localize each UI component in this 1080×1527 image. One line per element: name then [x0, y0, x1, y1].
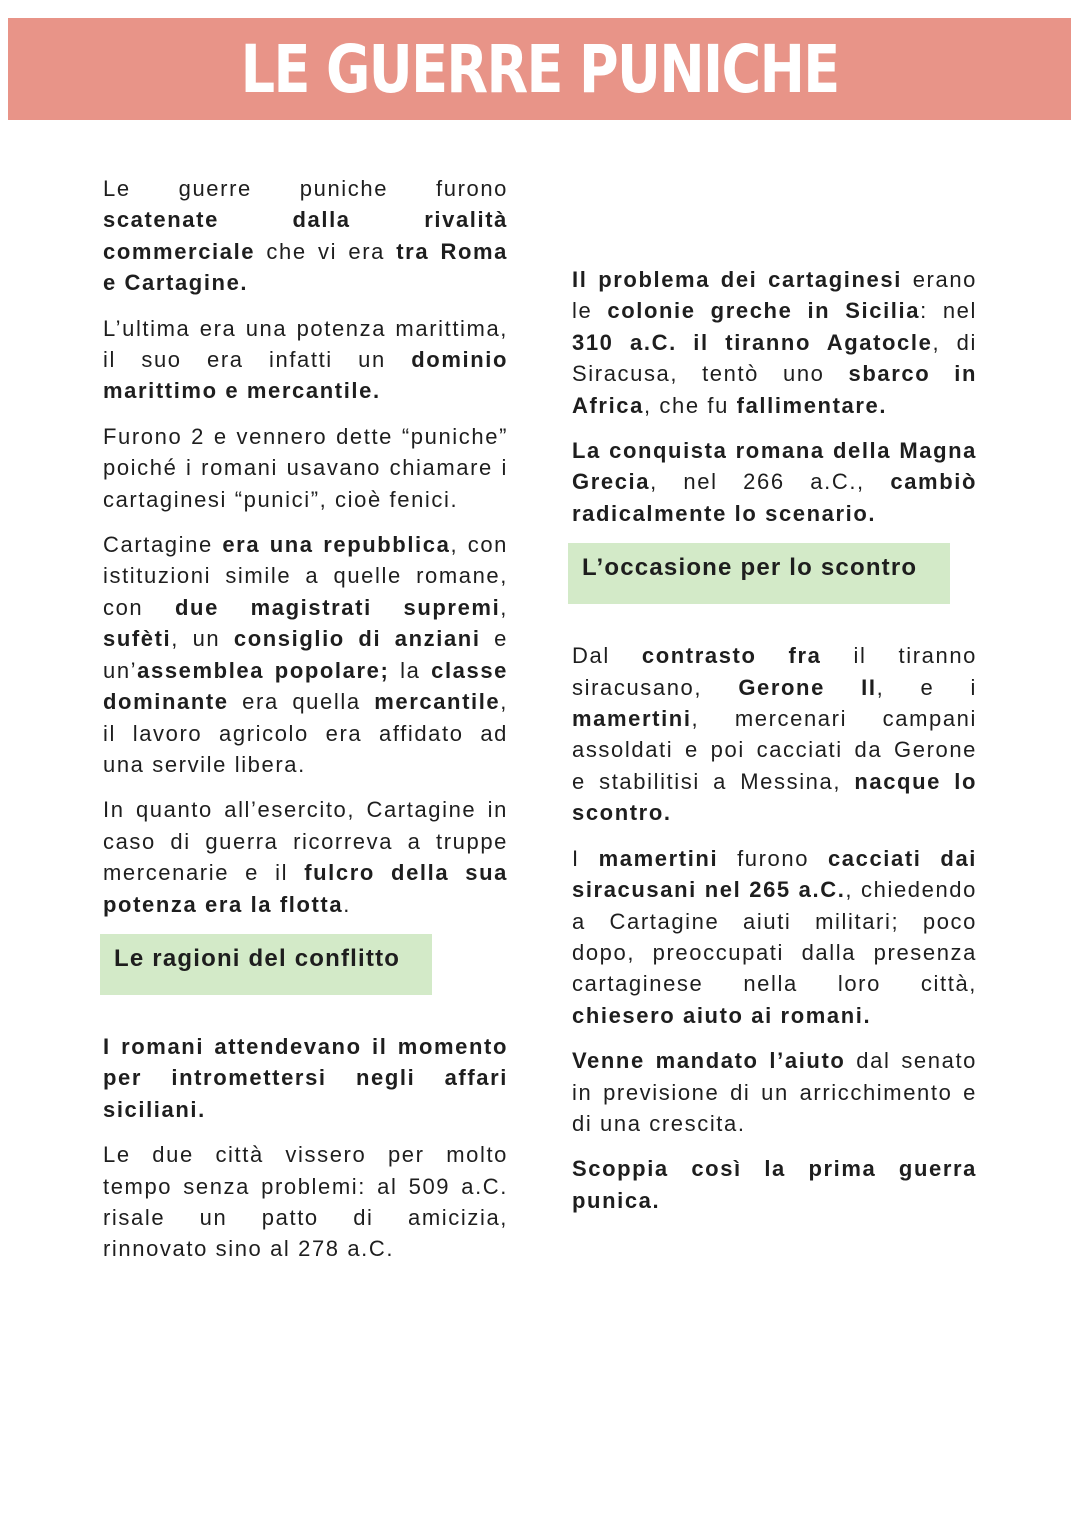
bold-text: classe dominante — [103, 657, 509, 715]
text: , che fu — [643, 392, 737, 418]
text: , di Siracusa, tentò uno — [572, 329, 978, 387]
text: , con istituzioni simile a quelle romane, con — [103, 532, 508, 620]
page-title: LE GUERRE PUNICHE — [240, 30, 839, 108]
bold-text: mamertini — [572, 706, 692, 732]
bold-text: Il problema dei cartaginesi — [572, 267, 902, 292]
paragraph — [103, 313, 508, 407]
bold-text: tra Roma e Cartagine. — [103, 238, 508, 296]
bold-text: L’occasione per lo scontro — [582, 554, 918, 582]
text: era quella — [228, 689, 375, 715]
bold-text: sbarco in Africa — [572, 361, 977, 418]
section-heading — [568, 543, 950, 604]
text: che vi era — [255, 238, 397, 264]
bold-text: dominio marittimo e mercantile. — [103, 347, 508, 404]
paragraph — [103, 1031, 508, 1125]
text: , — [500, 594, 509, 620]
bold-text: fulcro della sua potenza era la flotta — [103, 860, 508, 917]
text: Cartagine — [103, 532, 223, 558]
text: il tiranno siracusano, — [572, 643, 977, 700]
bold-text: chiesero aiuto ai romani. — [572, 1002, 872, 1028]
bold-text: 310 a.C. il tiranno Agatocle — [572, 329, 933, 355]
bold-text: Venne mandato l’aiuto — [572, 1048, 846, 1074]
paragraph — [572, 435, 977, 529]
bold-text: consiglio di anziani — [233, 626, 481, 652]
bold-text: sufèti — [103, 626, 172, 652]
bold-text: assemblea popolare; — [137, 657, 390, 683]
bold-text: fallimentare. — [736, 392, 888, 418]
text: , chiedendo a Cartagine aiuti militari; poco dopo, preoccupati dalla presenza cartaginese nella loro città, — [572, 877, 977, 997]
text: : nel — [920, 298, 977, 324]
bold-text: La conquista romana della Magna Grecia — [572, 438, 977, 495]
text: , nel 266 a.C., — [650, 469, 891, 495]
bold-text: scatenate dalla rivalità commerciale — [103, 207, 508, 264]
title-banner — [8, 18, 1071, 120]
text: Dal — [572, 643, 642, 669]
text: Le guerre puniche furono — [103, 176, 508, 201]
section-heading — [100, 934, 432, 995]
text: I — [572, 845, 599, 871]
paragraph — [103, 421, 508, 515]
bold-text: due magistrati supremi — [175, 594, 501, 620]
paragraph — [572, 843, 977, 1031]
bold-text: mercantile — [374, 689, 501, 715]
text: . — [343, 891, 351, 917]
text: , il lavoro agricolo era affidato ad una servile libera. — [103, 689, 508, 777]
paragraph — [103, 173, 508, 299]
paragraph — [572, 1153, 977, 1216]
bold-text: contrasto fra — [641, 643, 822, 669]
paragraph — [103, 529, 508, 780]
right-column — [572, 264, 977, 1230]
paragraph — [572, 1045, 977, 1139]
text: , mercenari campani assoldati e poi cacciati da Gerone e stabilitisi a Messina, — [572, 706, 977, 794]
bold-text: Gerone II — [738, 674, 877, 700]
bold-text: era una repubblica — [222, 532, 451, 558]
text: e un’ — [103, 626, 508, 683]
bold-text: mamertini — [598, 845, 719, 871]
left-column — [103, 173, 508, 1279]
bold-text: cacciati dai siracusani nel 265 a.C. — [572, 845, 977, 903]
text: , un — [171, 626, 234, 652]
text: L’ultima era una potenza marittima, il suo era infatti un — [103, 315, 508, 373]
paragraph — [103, 794, 508, 920]
text: , e i — [876, 674, 977, 700]
text: la — [389, 657, 432, 683]
bold-text: I romani attendevano il momento per intromettersi negli affari siciliani. — [103, 1033, 508, 1122]
bold-text: nacque lo scontro. — [572, 768, 977, 826]
bold-text: cambiò radicalmente lo scenario. — [572, 469, 977, 526]
text: Furono 2 e vennero dette “puniche” poiché i romani usavano chiamare i cartaginesi “punici”, cioè fenici. — [103, 423, 508, 512]
text: furono — [718, 845, 828, 871]
bold-text: colonie greche in Sicilia — [607, 298, 921, 324]
paragraph — [572, 264, 977, 421]
bold-text: Le ragioni del conflitto — [114, 944, 401, 972]
paragraph — [103, 1139, 508, 1265]
bold-text: Scoppia così la prima guerra punica. — [572, 1156, 977, 1213]
text: erano le — [572, 267, 977, 324]
text: In quanto all’esercito, Cartagine in caso di guerra ricorreva a truppe mercenarie e il — [103, 797, 508, 886]
text: dal senato in previsione di un arricchimento e di una crescita. — [572, 1048, 977, 1136]
paragraph — [572, 640, 977, 828]
text: Le due città vissero per molto tempo senza problemi: al 509 a.C. risale un patto di amicizia, rinnovato sino al 278 a.C. — [103, 1142, 508, 1262]
